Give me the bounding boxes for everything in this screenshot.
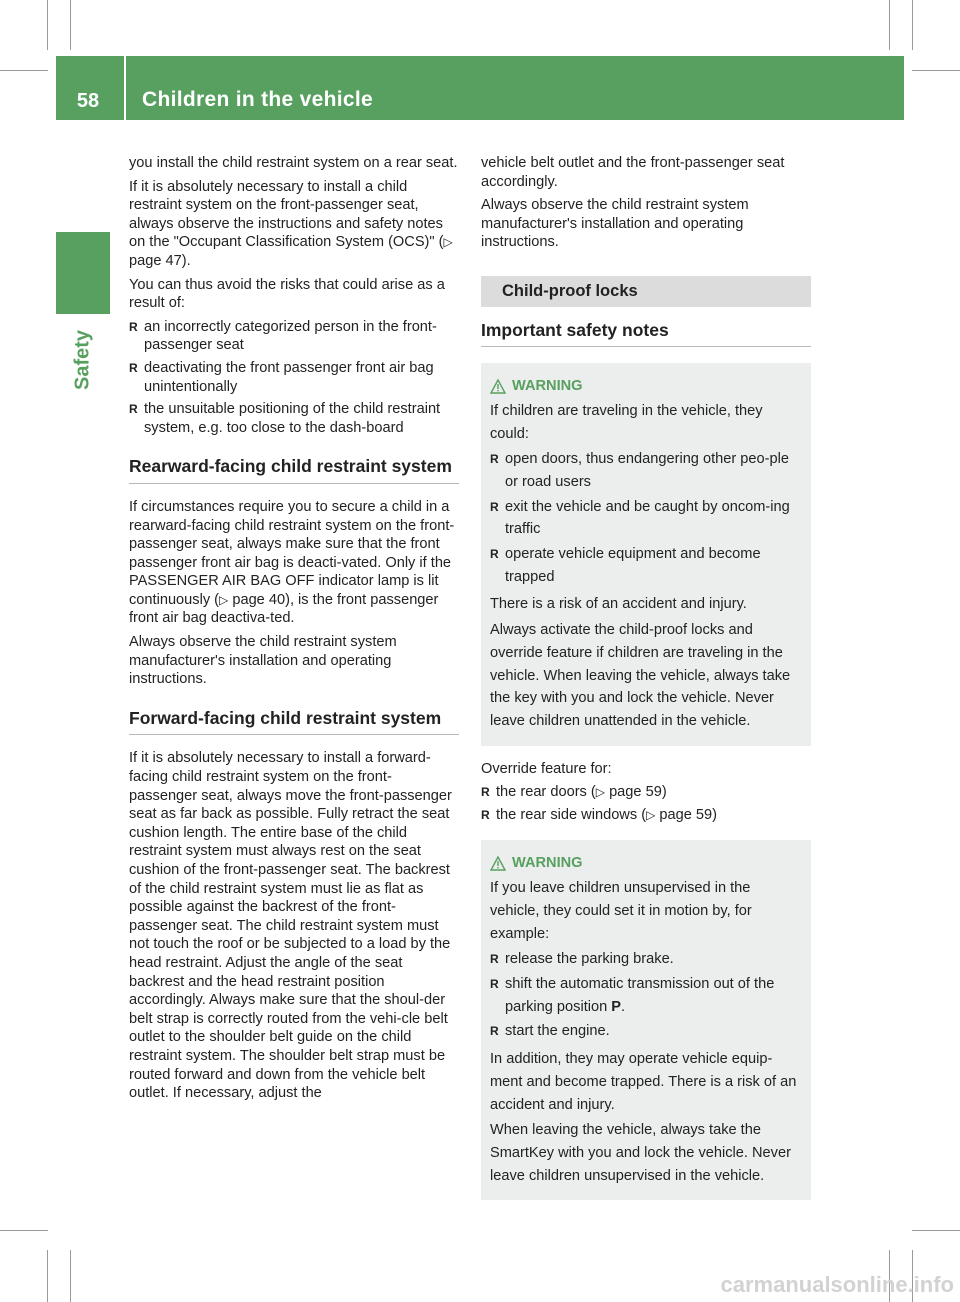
page-ref-icon: ▷ — [443, 235, 453, 250]
crop-mark — [70, 0, 71, 50]
warning-icon — [490, 856, 506, 871]
list-item: R the unsuitable positioning of the child restraint system, e.g. too close to the dash-board — [129, 401, 441, 436]
page-ref-icon: ▷ — [219, 592, 229, 607]
warning-box — [481, 363, 811, 746]
risk-list — [129, 318, 459, 438]
right-column — [481, 154, 811, 1214]
list-item: R release the parking brake. — [490, 951, 674, 968]
body-paragraph: Always observe the child restraint system manufacturer's installation and operating instructions. — [481, 197, 749, 251]
list-item: R operate vehicle equipment and become trapped — [490, 546, 761, 585]
warning-list — [490, 948, 801, 1043]
warning-text: If children are traveling in the vehicle, they could: — [490, 402, 763, 442]
chapter-title: Children in the vehicle — [142, 88, 373, 111]
list-item: R deactivating the front passenger front air bag unintentionally — [129, 359, 434, 395]
section-title: Child-proof locks — [481, 276, 811, 307]
section-heading: Rearward-facing child restraint system — [129, 457, 459, 484]
warning-box — [481, 840, 811, 1200]
warning-text: Always activate the child-proof locks and override feature if children are traveling in the vehicle. When leaving the vehicle, always take the key with you and lock the vehicle. Never leave children unattended in the vehicle. — [490, 622, 791, 729]
list-item: R the rear side windows (▷ page 59) — [481, 806, 717, 823]
warning-text: In addition, they may operate vehicle equip-ment and become trapped. There is a risk of an accident and injury. — [490, 1051, 797, 1113]
list-item: R start the engine. — [490, 1023, 610, 1040]
list-item: R the rear doors (▷ page 59) — [481, 784, 667, 801]
crop-mark — [47, 1250, 48, 1302]
warning-text: If you leave children unsupervised in the vehicle, they could set it in motion by, for example: — [490, 880, 752, 942]
crop-mark — [912, 1230, 960, 1231]
crop-mark — [912, 70, 960, 71]
side-tab-label: Safety — [71, 329, 94, 391]
body-paragraph: Override feature for: — [481, 760, 612, 777]
list-item: R open doors, thus endangering other peo-ple or road users — [490, 451, 789, 490]
list-item: R an incorrectly categorized person in the front-passenger seat — [129, 318, 437, 354]
crop-mark — [0, 1230, 48, 1231]
crop-mark — [889, 0, 890, 50]
list-item: R exit the vehicle and be caught by oncom-ing traffic — [490, 498, 790, 538]
page-number: 58 — [76, 90, 100, 112]
body-paragraph: If it is absolutely necessary to install a forward-facing child restraint system on the front-passenger seat, always move the front-passenger seat as far back as possible. Fully retract the seat cushion length. The entire base of the child restraint system must always rest on the seat cushion of the front-passenger seat. The backrest of the child restraint system must lie as flat as possible against the backrest of the front-passenger seat. The child restraint system must not touch the roof or be subjected to a load by the head restraint. Adjust the angle of the seat backrest and the head restraint position accordingly. Always make sure that the shoul-der belt strap is correctly routed from the vehi-cle belt outlet to the shoulder belt guide on the child restraint system. The shoulder belt strap must be routed forward and down from the vehicle belt outlet. If necessary, adjust the — [129, 750, 452, 1102]
intro-paragraph: You can thus avoid the risks that could arise as a result of: — [129, 276, 445, 312]
page-ref-icon: ▷ — [595, 785, 606, 800]
warning-icon — [490, 379, 506, 394]
crop-mark — [47, 0, 48, 50]
warning-list — [490, 448, 801, 588]
body-paragraph: vehicle belt outlet and the front-passenger seat accordingly. — [481, 155, 785, 190]
override-list — [481, 783, 811, 824]
body-paragraph: Always observe the child restraint system manufacturer's installation and operating instructions. — [129, 634, 397, 688]
subsection-title: Important safety notes — [481, 321, 811, 348]
header-divider — [124, 56, 126, 120]
warning-title: WARNING — [490, 852, 801, 875]
side-tab — [56, 232, 110, 314]
crop-mark — [70, 1250, 71, 1302]
intro-paragraph: If it is absolutely necessary to install a child restraint system on the front-passenger seat, always observe the instructions and safety notes on the "Occupant Classification System (OCS)" (▷ page 47). — [129, 178, 453, 269]
left-column — [129, 154, 459, 1108]
warning-text: When leaving the vehicle, always take the SmartKey with you and lock the vehicle. Never leave children unsupervised in the vehicle. — [490, 1122, 791, 1184]
crop-mark — [0, 70, 48, 71]
crop-mark — [912, 0, 913, 50]
list-item: R shift the automatic transmission out of the parking position P. — [490, 976, 775, 1015]
page-ref-icon: ▷ — [646, 807, 656, 822]
intro-paragraph: you install the child restraint system on a rear seat. — [129, 155, 458, 171]
section-heading: Forward-facing child restraint system — [129, 709, 459, 736]
footer-watermark: carmanualsonline.info — [720, 1272, 954, 1297]
warning-title: WARNING — [490, 375, 801, 398]
body-paragraph: If circumstances require you to secure a child in a rearward-facing child restraint system on the front-passenger seat, always make sure that the front passenger front air bag is deacti-vated. Only if the PASSENGER AIR BAG OFF indicator lamp is lit continuously (▷ page 40), is the front passenger front air bag deactiva-ted. — [129, 498, 455, 627]
warning-text: There is a risk of an accident and injury. — [490, 596, 747, 613]
